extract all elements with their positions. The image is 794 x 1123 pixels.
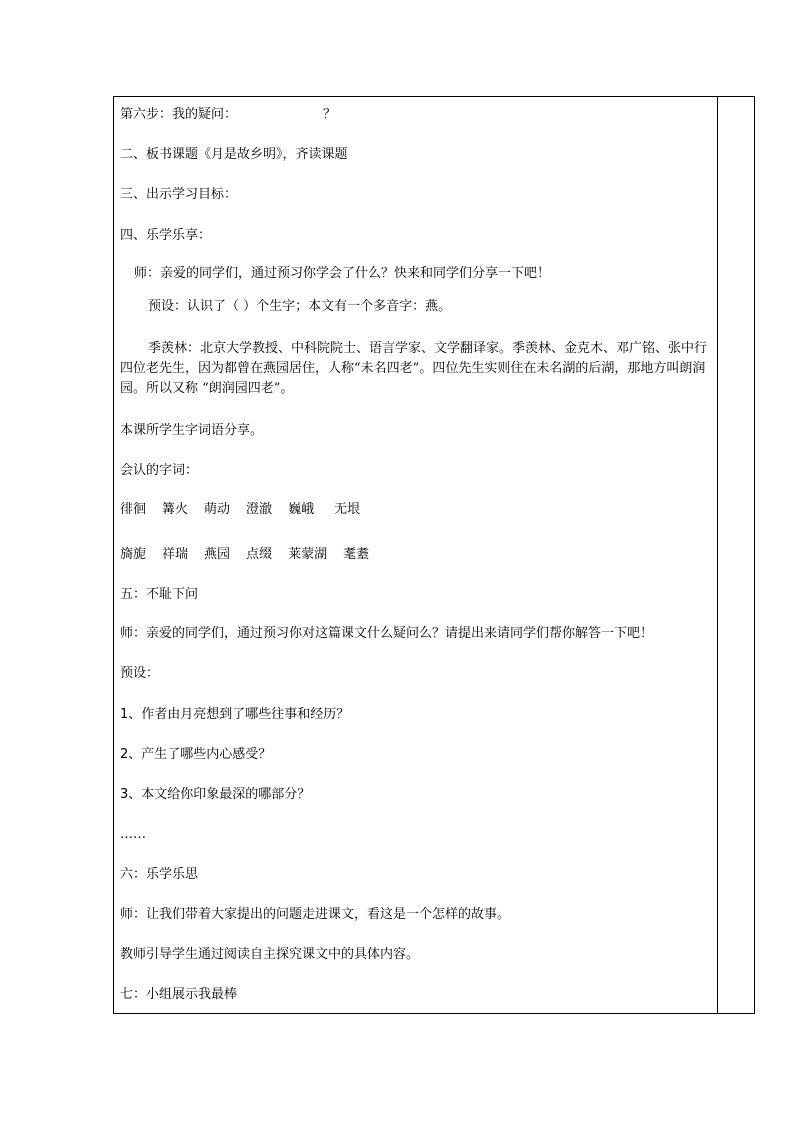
learning-goals-line: 三、出示学习目标： [120,187,238,202]
recognized-words-heading: 会认的字词： [120,463,199,478]
step6-label: 第六步：我的疑问： [120,107,238,122]
teacher-prompt-share: 师：亲爱的同学们，通过预习你学会了什么？快来和同学们分享一下吧！ [134,266,551,281]
word-item: 篝火 [162,502,189,517]
word-item: 莱蒙湖 [288,547,328,562]
teacher-prompt-read: 师：让我们带着大家提出的问题走进课文，看这是一个怎样的故事。 [120,907,511,922]
preset-label: 预设： [120,666,160,681]
word-item: 澄澈 [246,502,273,517]
question-3: 3、本文给你印象最深的哪部分？ [120,787,311,802]
vocab-share-line: 本课所学生字词语分享。 [120,423,264,438]
step6-question-mark: ？ [323,107,337,122]
content-cell [114,97,717,1013]
blackboard-title-line: 二、板书课题《月是故乡明》，齐读课题 [120,147,348,162]
word-item: 祥瑞 [162,547,189,562]
preset-characters-line: 预设：认识了（ ）个生字；本文有一个多音字：燕。 [148,299,452,314]
word-item: 燕园 [204,547,231,562]
section-four-heading: 四、乐学乐享： [120,228,212,243]
word-list-row-1 [120,502,712,518]
teacher-guidance-line: 教师引导学生通过阅读自主探究课文中的具体内容。 [120,947,420,962]
word-item: 巍峨 [288,502,315,517]
word-item: 旖旎 [120,547,147,562]
author-intro-text-a: 季羡林：北京大学教授、中科院院士、语言学家、文学翻译家。季羡林、金克木、邓广铭、张中行四位老先生，因为都曾在燕园居住，人称 [120,341,708,376]
author-intro-paragraph [120,339,712,399]
ellipsis: …… [120,827,146,842]
author-intro-text-c: 。 [280,381,294,396]
question-2: 2、产生了哪些内心感受？ [120,747,272,762]
author-intro-quote-2: “朗润园四老” [202,381,281,396]
teacher-prompt-questions: 师：亲爱的同学们，通过预习你对这篇课文什么疑问么？请提出来请同学们帮你解答一下吧！ [120,626,654,641]
word-item: 萌动 [204,502,231,517]
word-item: 无垠 [334,502,361,517]
step6-line [120,107,712,123]
section-five-heading: 五：不耻下问 [120,587,199,602]
question-1: 1、作者由月亮想到了哪些往事和经历？ [120,707,350,722]
author-intro-quote-1: “未名四老” [354,361,420,376]
section-six-heading: 六：乐学乐思 [120,867,199,882]
lesson-plan-table [113,96,755,1014]
section-seven-heading: 七：小组展示我最棒 [120,987,238,1002]
column-divider [717,97,718,1013]
word-item: 点缀 [246,547,273,562]
word-item: 徘徊 [120,502,147,517]
word-item: 耄耋 [343,547,370,562]
author-intro-text-b: 。四位先生实则住在未名湖的后湖，那地方叫朗润园。所以又称 [120,361,706,396]
word-list-row-2 [120,547,712,563]
